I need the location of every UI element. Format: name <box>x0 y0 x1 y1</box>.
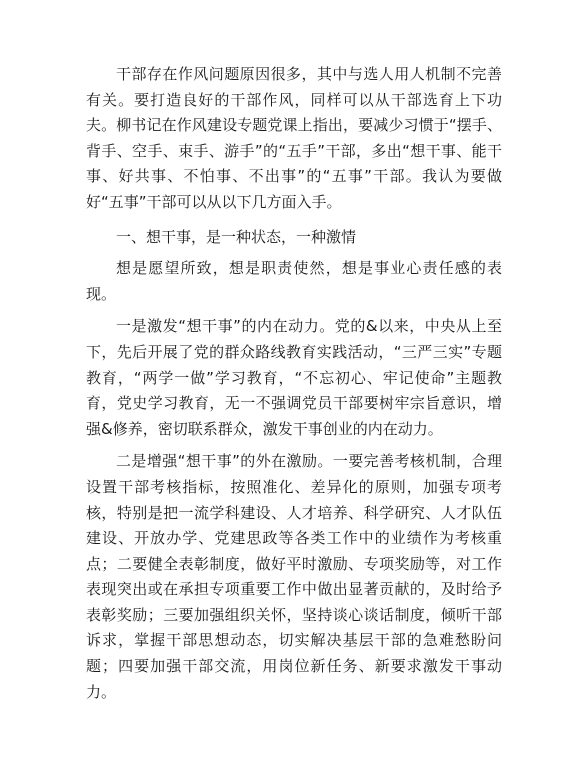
section-heading: 一、想干事，是一种状态，一种激情 <box>116 227 357 246</box>
document-body <box>86 62 502 705</box>
paragraph-definition: 想是愿望所致，想是职责使然，想是事业心责任感的表现。 <box>86 259 502 303</box>
paragraph-intro: 干部存在作风问题原因很多，其中与选人用人机制不完善有关。要打造良好的干部作风，同样可以从干部选育上下功夫。柳书记在作风建设专题党课上指出，要减少习惯于“摆手、背手、空手、束手、游手”的“五手”干部，多出“想干事、能干事、好共事、不怕事、不出事”的“五事”干部。我认为要做好“五事”干部可以从以下几方面入手。 <box>86 65 502 211</box>
paragraph-point-two: 二是增强“想干事”的外在激励。一要完善考核机制，合理设置干部考核指标，按照准化、差异化的原则，加强专项考核，特别是把一流学科建设、人才培养、科学研究、人才队伍建设、开放办学、党建思政等各类工作中的业绩作为考核重点；二要健全表彰制度，做好平时激励、专项奖励等，对工作表现突出或在承担专项重要工作中做出显著贡献的，及时给予表彰奖励；三要加强组织关怀，坚持谈心谈话制度，倾听干部诉求，掌握干部思想动态，切实解决基层干部的急难愁盼问题；四要加强干部交流，用岗位新任务、新要求激发干事动力。 <box>86 452 502 701</box>
paragraph-point-one: 一是激发“想干事”的内在动力。党的&以来，中央从上至下，先后开展了党的群众路线教育实践活动，“三严三实”专题教育，“两学一做”学习教育，“不忘初心、牢记使命”主题教育，党史学习教育，无一不强调党员干部要树牢宗旨意识，增强&修养，密切联系群众，激发干事创业的内在动力。 <box>86 317 502 438</box>
